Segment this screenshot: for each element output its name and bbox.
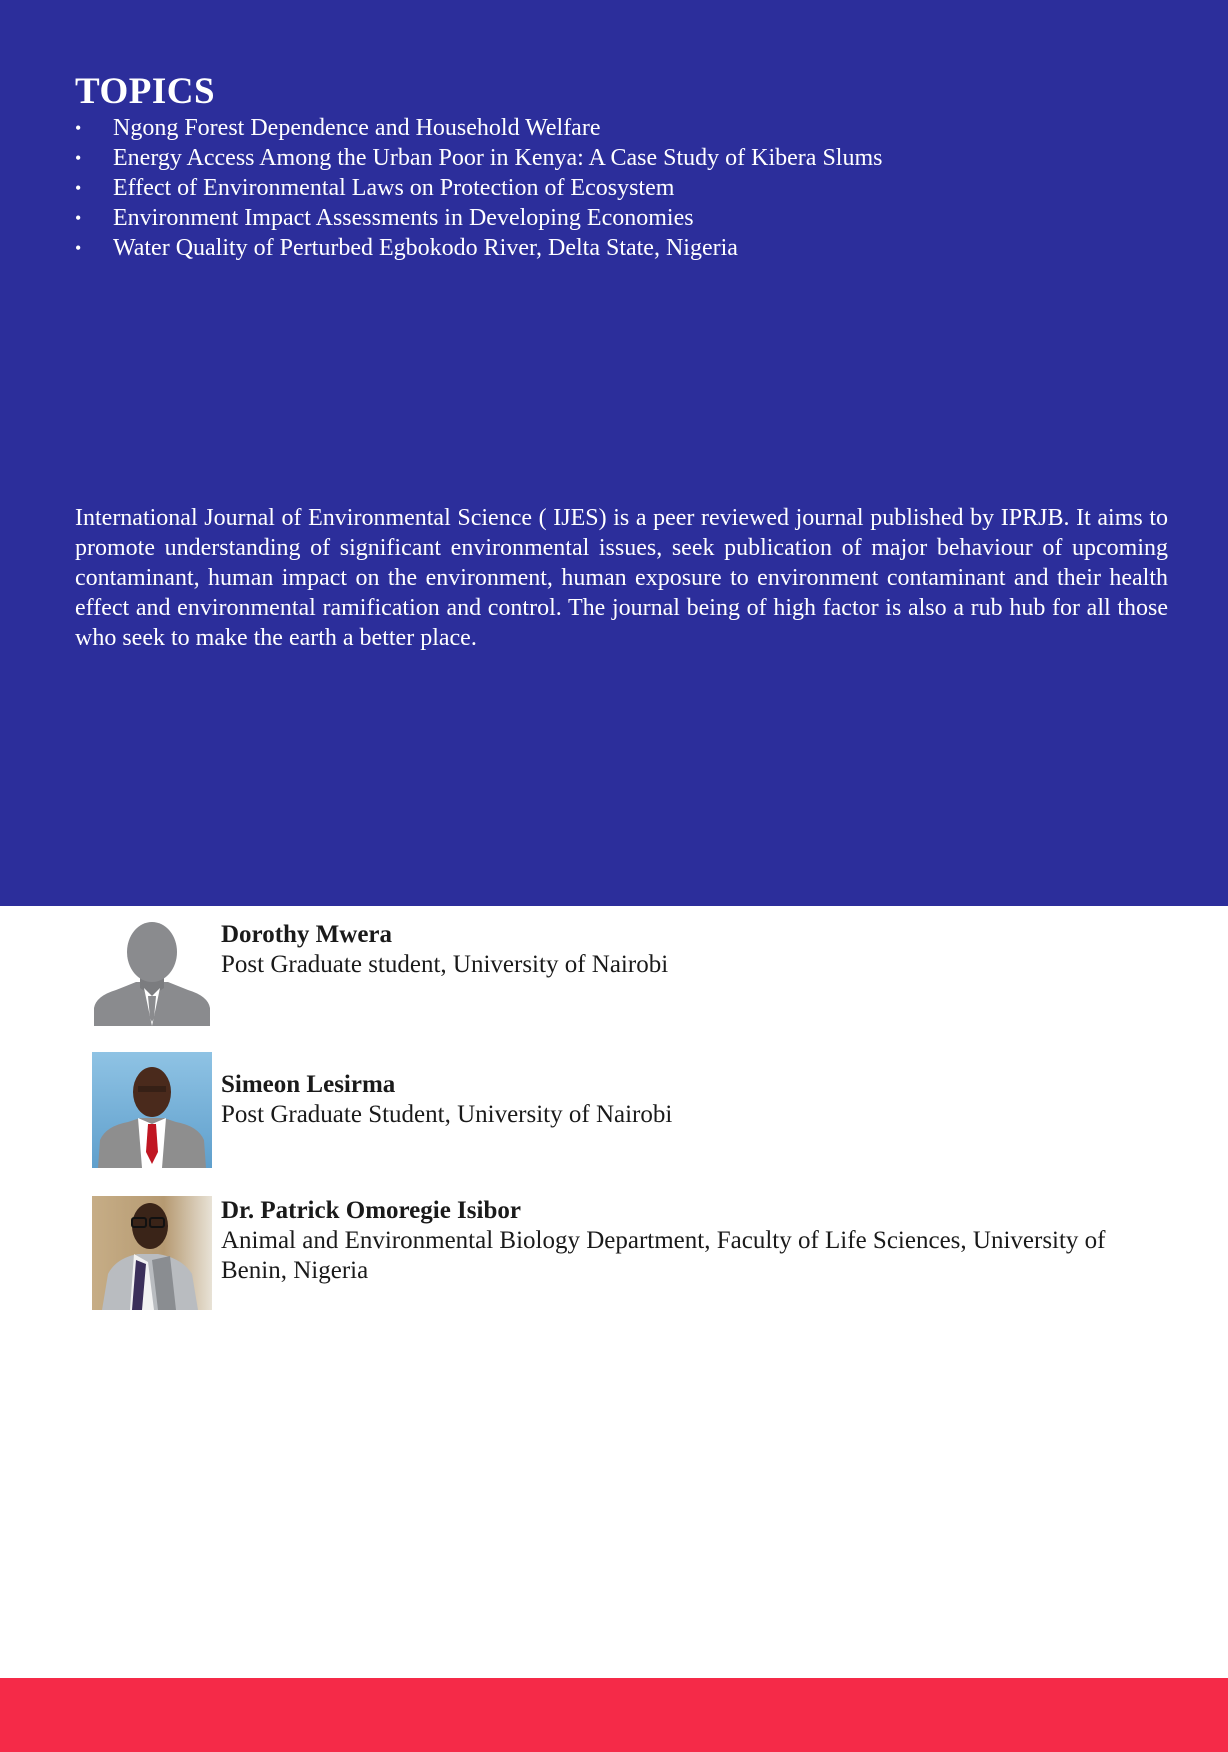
topic-item <box>75 203 882 233</box>
footer-bar <box>0 1678 1228 1752</box>
author-card <box>92 1196 1192 1312</box>
topic-text: Energy Access Among the Urban Poor in Kenya: A Case Study of Kibera Slums <box>113 145 883 171</box>
author-card <box>92 918 1192 1034</box>
bullet-icon: • <box>75 148 82 168</box>
topic-item <box>75 233 882 263</box>
author-photo <box>92 1052 212 1168</box>
avatar-placeholder-icon <box>92 918 212 1034</box>
author-info <box>221 1196 1141 1286</box>
bullet-icon: • <box>75 118 82 138</box>
topic-text: Environment Impact Assessments in Developing Economies <box>113 205 694 231</box>
author-affiliation: Post Graduate student, University of Nairobi <box>221 951 669 978</box>
topic-item <box>75 143 882 173</box>
author-name: Simeon Lesirma <box>221 1071 396 1098</box>
author-info <box>221 1070 1141 1130</box>
topics-list <box>75 113 882 263</box>
topic-text: Water Quality of Perturbed Egbokodo River, Delta State, Nigeria <box>113 235 738 261</box>
bullet-icon: • <box>75 238 82 258</box>
author-name: Dr. Patrick Omoregie Isibor <box>221 1197 521 1224</box>
author-affiliation: Post Graduate Student, University of Nairobi <box>221 1101 673 1128</box>
author-photo <box>92 1196 212 1312</box>
topic-item <box>75 173 882 203</box>
bullet-icon: • <box>75 178 82 198</box>
author-card <box>92 1052 1192 1168</box>
topic-text: Effect of Environmental Laws on Protection of Ecosystem <box>113 175 675 201</box>
author-affiliation: Animal and Environmental Biology Department, Faculty of Life Sciences, University of Benin, Nigeria <box>221 1227 1106 1284</box>
bullet-icon: • <box>75 208 82 228</box>
author-name: Dorothy Mwera <box>221 921 393 948</box>
topic-item <box>75 113 882 143</box>
topic-text: Ngong Forest Dependence and Household Welfare <box>113 115 601 141</box>
journal-description: International Journal of Environmental Science ( IJES) is a peer reviewed journal published by IPRJB. It aims to promote understanding of significant environmental issues, seek publication of major behaviour of upcoming contaminant, human impact on the environment, human exposure to environment contaminant and their health effect and environmental ramification and control. The journal being of high factor is also a rub hub for all those who seek to make the earth a better place. <box>75 505 1168 651</box>
author-info <box>221 920 1141 980</box>
topics-title: TOPICS <box>75 71 216 112</box>
